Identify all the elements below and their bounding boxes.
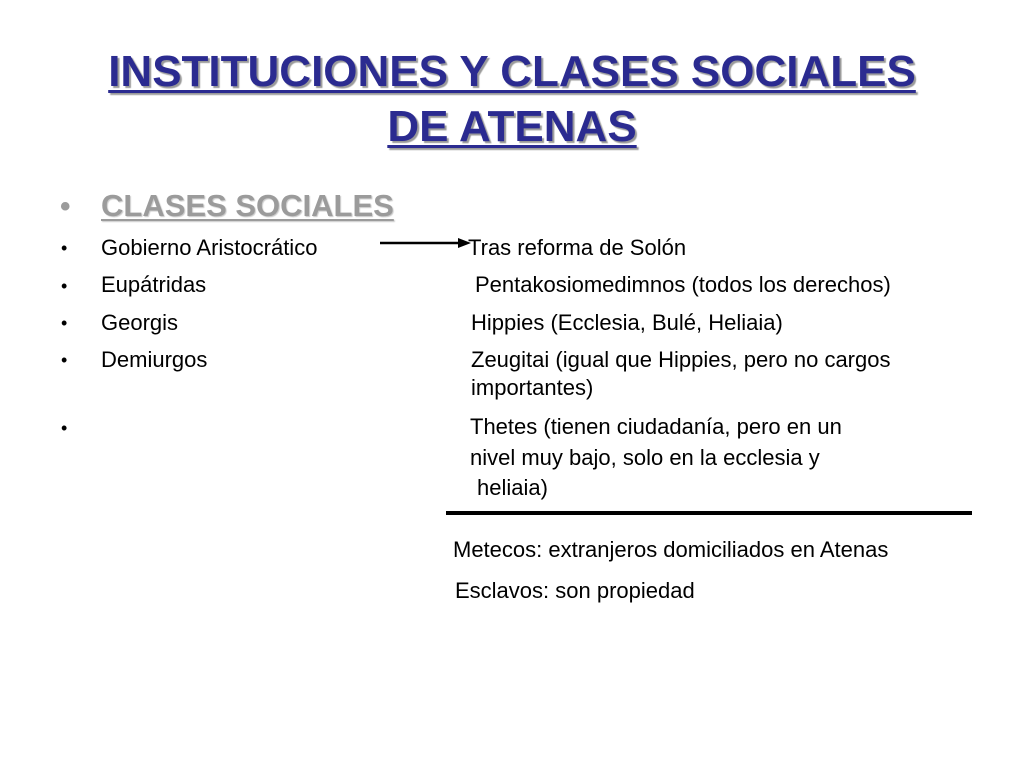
- bullet-heading: •: [60, 190, 71, 223]
- item-eupatridas: Eupátridas: [101, 272, 207, 297]
- text-pentakosiomedimnos: Pentakosiomedimnos (todos los derechos): [475, 272, 891, 297]
- bullet-4: •: [61, 350, 68, 370]
- item-georgis: Georgis: [101, 310, 179, 335]
- text-metecos: Metecos: extranjeros domiciliados en Atenas: [453, 537, 889, 562]
- bullet-5: •: [61, 418, 68, 438]
- text-thetes-3: heliaia): [477, 475, 548, 500]
- arrow-right-icon: [380, 235, 472, 251]
- item-gobierno-aristocratico: Gobierno Aristocrático: [101, 235, 318, 260]
- text-zeugitai-2: importantes): [471, 375, 594, 400]
- item-demiurgos: Demiurgos: [101, 347, 208, 372]
- bullet-3: •: [61, 313, 68, 333]
- text-thetes-2: nivel muy bajo, solo en la ecclesia y: [470, 445, 820, 470]
- bullet-2: •: [61, 276, 68, 296]
- title-line-2: DE ATENAS: [387, 102, 637, 151]
- text-esclavos: Esclavos: son propiedad: [455, 578, 695, 603]
- text-zeugitai-1: Zeugitai (igual que Hippies, pero no cargos: [471, 347, 891, 372]
- text-tras-reforma: Tras reforma de Solón: [468, 235, 687, 260]
- title-line-1: INSTITUCIONES Y CLASES SOCIALES: [108, 47, 916, 96]
- text-thetes-1: Thetes (tienen ciudadanía, pero en un: [470, 414, 842, 439]
- section-heading: CLASES SOCIALES: [101, 188, 394, 223]
- text-hippies: Hippies (Ecclesia, Bulé, Heliaia): [471, 310, 783, 335]
- slide-title: [0, 44, 1024, 154]
- bullet-1: •: [61, 238, 68, 258]
- divider-line: [446, 511, 972, 515]
